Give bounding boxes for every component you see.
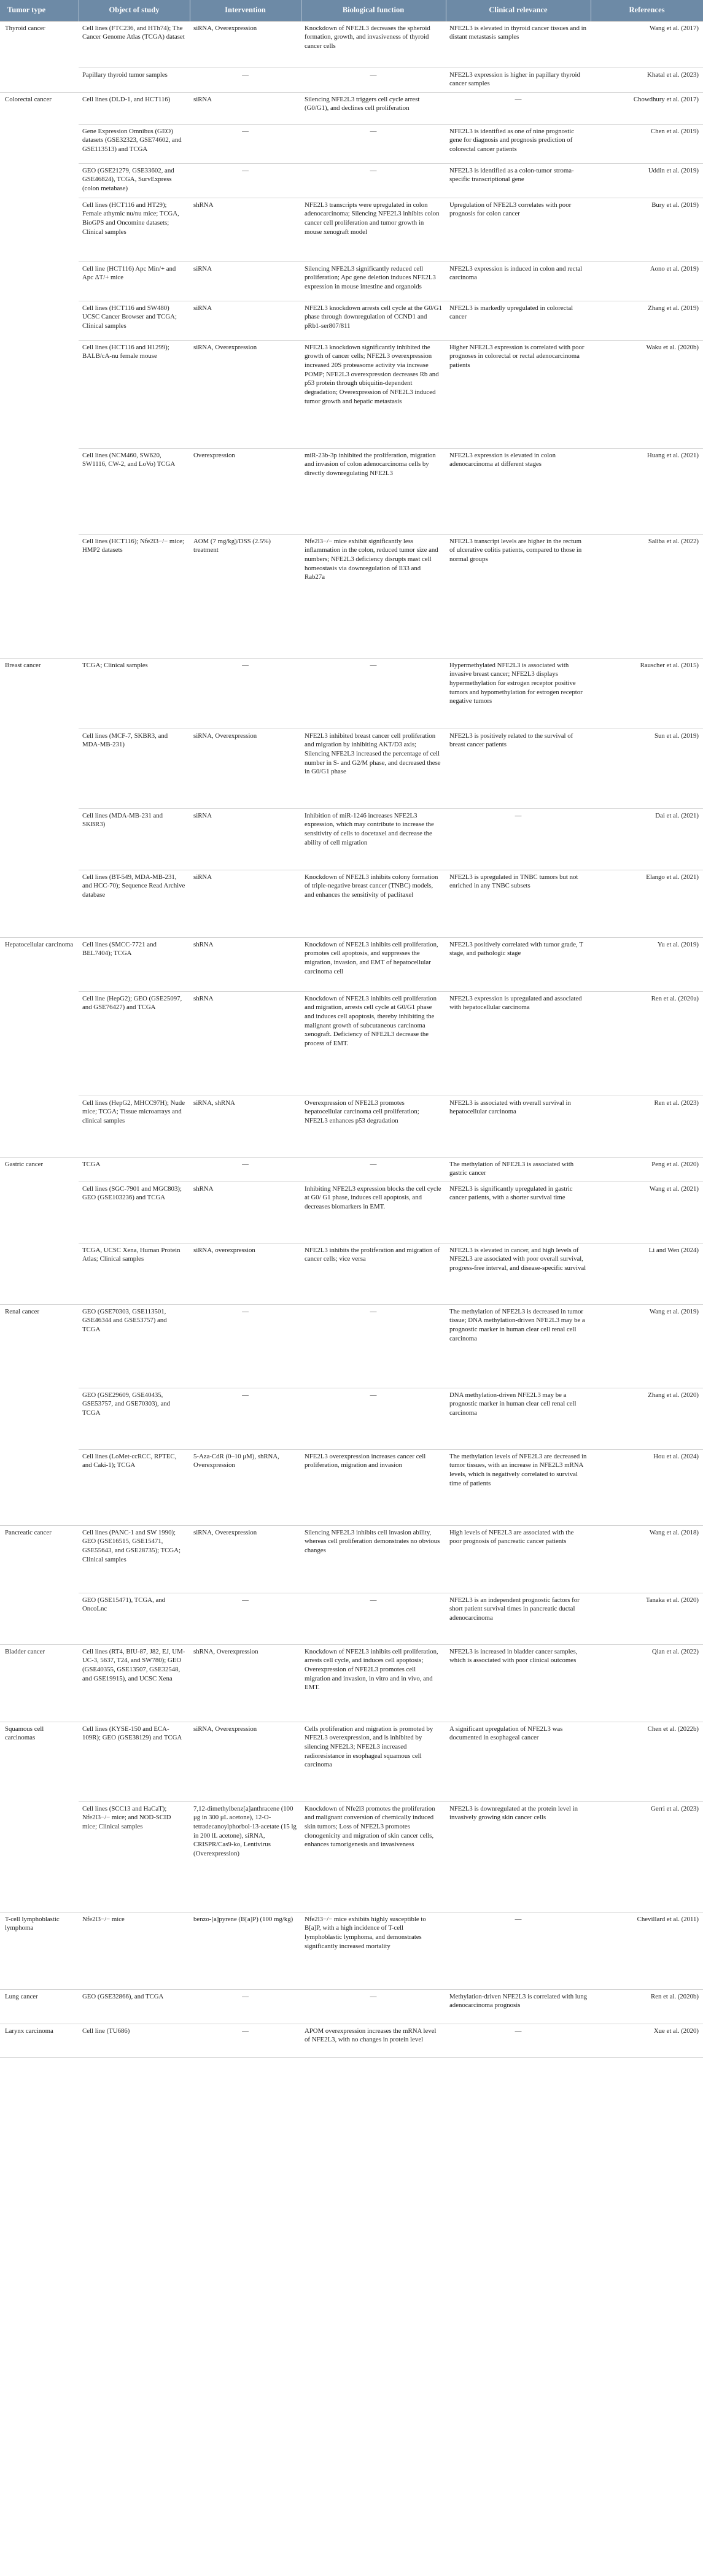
cell-object-of-study: Cell lines (HCT116 and H1299); BALB/cA-nu female mouse — [79, 340, 190, 448]
cell-clinical-relevance: The methylation levels of NFE2L3 are decreased in tumor tissues, with an increase in NFE2L3 mRNA levels, which is negatively correlated to survival time of patients — [446, 1449, 591, 1525]
cell-reference: Gerri et al. (2023) — [591, 1801, 703, 1912]
cell-clinical-relevance: NFE2L3 is elevated in cancer, and high levels of NFE2L3 are associated with poor overall survival, progress-free interval, and disease-specific survival — [446, 1243, 591, 1304]
cell-clinical-relevance: NFE2L3 is an independent prognostic factors for short patient survival times in pancreatic ductal adenocarcinoma — [446, 1593, 591, 1644]
cell-tumor-type: Colorectal cancer — [0, 92, 79, 658]
cell-clinical-relevance: NFE2L3 is upregulated in TNBC tumors but not enriched in any TNBC subsets — [446, 870, 591, 937]
header-references: References — [591, 0, 703, 21]
cell-tumor-type: Squamous cell carcinomas — [0, 1722, 79, 1912]
cell-reference: Rauscher et al. (2015) — [591, 658, 703, 729]
cell-object-of-study: Cell lines (PANC-1 and SW 1990); GEO (GSE16515, GSE15471, GSE55643, and GSE28735); TCGA; Clinical samples — [79, 1525, 190, 1593]
cell-biological-function: Knockdown of NFE2L3 inhibits cell proliferation, promotes cell apoptosis, and suppresses the migration, invasion, and EMT of hepatocellular carcinoma cell — [301, 937, 446, 991]
cell-object-of-study: Cell line (TU686) — [79, 2024, 190, 2057]
cell-intervention: shRNA — [190, 937, 301, 991]
header-tumor-type: Tumor type — [0, 0, 79, 21]
table-row — [0, 1593, 703, 1644]
cell-reference: Waku et al. (2020b) — [591, 340, 703, 448]
cell-clinical-relevance: NFE2L3 is downregulated at the protein level in invasively growing skin cancer cells — [446, 1801, 591, 1912]
cell-clinical-relevance: The methylation of NFE2L3 is associated with gastric cancer — [446, 1157, 591, 1182]
cell-intervention: — — [190, 68, 301, 92]
cell-reference: Tanaka et al. (2020) — [591, 1593, 703, 1644]
table-row — [0, 1388, 703, 1449]
cell-intervention: siRNA — [190, 808, 301, 870]
cell-reference: Qian et al. (2022) — [591, 1644, 703, 1722]
cell-reference: Wang et al. (2018) — [591, 1525, 703, 1593]
cell-reference: Khatal et al. (2023) — [591, 68, 703, 92]
cell-biological-function: Nfe2l3−/− mice exhibits highly susceptible to B[a]P, with a high incidence of T-cell lymphoblastic lymphoma, and demonstrates significantly increased mortality — [301, 1912, 446, 1989]
cell-object-of-study: Cell lines (KYSE-150 and ECA-109R); GEO (GSE38129) and TCGA — [79, 1722, 190, 1801]
cell-clinical-relevance: NFE2L3 expression is elevated in colon adenocarcinoma at different stages — [446, 448, 591, 534]
table-row — [0, 340, 703, 448]
cell-tumor-type: Renal cancer — [0, 1304, 79, 1525]
cell-biological-function: — — [301, 68, 446, 92]
cell-biological-function: Overexpression of NFE2L3 promotes hepatocellular carcinoma cell proliferation; NFE2L3 enhances p53 degradation — [301, 1096, 446, 1157]
cell-intervention: 7,12-dimethylbenz[a]anthracene (100 μg in 300 μL acetone), 12-O-tetradecanoylphorbol-13-acetate (15 lg in 200 lL acetone), siRNA, CRISPR/Cas9-ko, Lentivirus (Overexpression) — [190, 1801, 301, 1912]
cell-clinical-relevance: NFE2L3 is associated with overall survival in hepatocellular carcinoma — [446, 1096, 591, 1157]
cell-biological-function: — — [301, 1304, 446, 1388]
cell-intervention: — — [190, 2024, 301, 2057]
cell-intervention: AOM (7 mg/kg)/DSS (2.5%) treatment — [190, 534, 301, 658]
cell-reference: Li and Wen (2024) — [591, 1243, 703, 1304]
cell-object-of-study: Cell lines (RT4, BIU-87, J82, EJ, UM-UC-3, 5637, T24, and SW780); GEO (GSE40355, GSE13507, GSE32548, and GSE19915), and UCSC Xena — [79, 1644, 190, 1722]
cell-object-of-study: Papillary thyroid tumor samples — [79, 68, 190, 92]
cell-intervention: siRNA — [190, 92, 301, 124]
cell-biological-function: Knockdown of NFE2L3 inhibits colony formation of triple-negative breast cancer (TNBC) models, and enhances the sensitivity of paclitaxel — [301, 870, 446, 937]
cell-object-of-study: Cell lines (SCC13 and HaCaT); Nfe2l3−/− mice; and NOD-SCID mice; Clinical samples — [79, 1801, 190, 1912]
cell-tumor-type: Pancreatic cancer — [0, 1525, 79, 1644]
cell-intervention: siRNA, Overexpression — [190, 21, 301, 68]
cell-biological-function: NFE2L3 knockdown arrests cell cycle at the G0/G1 phase through downregulation of CCND1 and pRb1-ser807/811 — [301, 301, 446, 340]
cell-object-of-study: TCGA, UCSC Xena, Human Protein Atlas; Clinical samples — [79, 1243, 190, 1304]
cell-clinical-relevance: NFE2L3 positively correlated with tumor grade, T stage, and pathologic stage — [446, 937, 591, 991]
cell-biological-function: Knockdown of Nfe2l3 promotes the proliferation and malignant conversion of chemically induced skin tumors; Loss of NFE2L3 promotes clonogenicity and migration of skin cancer cells, enhances tumorigenesis and invasiveness — [301, 1801, 446, 1912]
table-row — [0, 92, 703, 124]
cell-clinical-relevance: — — [446, 808, 591, 870]
table-header — [0, 0, 703, 21]
cell-clinical-relevance: NFE2L3 is identified as a colon-tumor stroma-specific transcriptional gene — [446, 163, 591, 198]
cell-object-of-study: Cell lines (HCT116); Nfe2l3−/− mice; HMP2 datasets — [79, 534, 190, 658]
cell-object-of-study: Cell lines (NCM460, SW620, SW1116, CW-2, and LoVo) TCGA — [79, 448, 190, 534]
cell-intervention: — — [190, 1388, 301, 1449]
table-row — [0, 1525, 703, 1593]
cell-intervention: shRNA — [190, 991, 301, 1096]
cell-clinical-relevance: High levels of NFE2L3 are associated with the poor prognosis of pancreatic cancer patients — [446, 1525, 591, 1593]
cell-tumor-type: Breast cancer — [0, 658, 79, 937]
cell-reference: Ren et al. (2023) — [591, 1096, 703, 1157]
cell-object-of-study: GEO (GSE29609, GSE40435, GSE53757, and GSE70303), and TCGA — [79, 1388, 190, 1449]
cell-biological-function: Knockdown of NFE2L3 decreases the spheroid formation, growth, and invasiveness of thyroid cancer cells — [301, 21, 446, 68]
cell-biological-function: Cells proliferation and migration is promoted by NFE2L3 overexpression, and is inhibited by silencing NFE2L3; NFE2L3 increased radioresistance in esophageal squamous cell carcinoma — [301, 1722, 446, 1801]
table-row — [0, 1096, 703, 1157]
cell-intervention: — — [190, 124, 301, 163]
cell-intervention: shRNA, Overexpression — [190, 1644, 301, 1722]
cell-tumor-type: Gastric cancer — [0, 1157, 79, 1304]
table-row — [0, 261, 703, 301]
cell-object-of-study: Cell lines (HCT116 and HT29); Female athymic nu/nu mice; TCGA, BioGPS and Oncomine datasets; Clinical samples — [79, 198, 190, 261]
cell-intervention: benzo-[a]pyrene (B[a]P) (100 mg/kg) — [190, 1912, 301, 1989]
cell-clinical-relevance: NFE2L3 is significantly upregulated in gastric cancer patients, with a shorter survival time — [446, 1182, 591, 1243]
cell-object-of-study: Cell lines (FTC236, and HTh74); The Cancer Genome Atlas (TCGA) dataset — [79, 21, 190, 68]
cell-object-of-study: GEO (GSE70303, GSE113501, GSE46344 and GSE53757) and TCGA — [79, 1304, 190, 1388]
table-row — [0, 301, 703, 340]
cell-reference: Wang et al. (2021) — [591, 1182, 703, 1243]
cell-clinical-relevance: Higher NFE2L3 expression is correlated with poor prognoses in colorectal or rectal adenocarcinoma patients — [446, 340, 591, 448]
cell-object-of-study: GEO (GSE32866), and TCGA — [79, 1989, 190, 2024]
cell-reference: Huang et al. (2021) — [591, 448, 703, 534]
cell-biological-function: Knockdown of NFE2L3 inhibits cell proliferation, arrests cell cycle, and induces cell apoptosis; Overexpression of NFE2L3 promotes cell migration and invasion, in vitro and in vivo, and EMT. — [301, 1644, 446, 1722]
cell-object-of-study: Cell lines (SMCC-7721 and BEL7404); TCGA — [79, 937, 190, 991]
cell-object-of-study: Cell lines (HCT116 and SW480) UCSC Cancer Browser and TCGA; Clinical samples — [79, 301, 190, 340]
cell-reference: Zhang et al. (2020) — [591, 1388, 703, 1449]
cell-intervention: siRNA, Overexpression — [190, 1525, 301, 1593]
cell-intervention: siRNA, Overexpression — [190, 1722, 301, 1801]
cell-biological-function: — — [301, 658, 446, 729]
cell-biological-function: Silencing NFE2L3 triggers cell cycle arrest (G0/G1), and declines cell proliferation — [301, 92, 446, 124]
cell-intervention: — — [190, 658, 301, 729]
cell-reference: Ren et al. (2020b) — [591, 1989, 703, 2024]
cell-tumor-type: T-cell lymphoblastic lymphoma — [0, 1912, 79, 1989]
table-row — [0, 870, 703, 937]
cell-clinical-relevance: — — [446, 2024, 591, 2057]
cell-clinical-relevance: NFE2L3 is elevated in thyroid cancer tissues and in distant metastasis samples — [446, 21, 591, 68]
table-row — [0, 1912, 703, 1989]
table-body — [0, 21, 703, 2057]
cell-biological-function: NFE2L3 transcripts were upregulated in colon adenocarcinoma; Silencing NFE2L3 inhibits colon cancer cell proliferation and tumor growth in mouse xenograft model — [301, 198, 446, 261]
cell-biological-function: — — [301, 1989, 446, 2024]
cell-clinical-relevance: NFE2L3 is identified as one of nine prognostic gene for diagnosis and prognosis prediction of colorectal cancer patients — [446, 124, 591, 163]
cell-intervention: — — [190, 1304, 301, 1388]
cell-tumor-type: Lung cancer — [0, 1989, 79, 2024]
cell-clinical-relevance: NFE2L3 is positively related to the survival of breast cancer patients — [446, 729, 591, 808]
table-row — [0, 658, 703, 729]
cell-biological-function: Silencing NFE2L3 significantly reduced cell proliferation; Apc gene deletion induces NFE2L3 expression in mouse intestine and organoids — [301, 261, 446, 301]
header-intervention: Intervention — [190, 0, 301, 21]
cell-intervention: siRNA — [190, 301, 301, 340]
cell-reference: Chen et al. (2019) — [591, 124, 703, 163]
cell-clinical-relevance: The methylation of NFE2L3 is decreased in tumor tissue; DNA methylation-driven NFE2L3 may be a prognostic marker in human clear cell renal cell carcinoma — [446, 1304, 591, 1388]
table-row — [0, 1157, 703, 1182]
cell-object-of-study: Cell lines (DLD-1, and HCT116) — [79, 92, 190, 124]
cell-intervention: Overexpression — [190, 448, 301, 534]
cell-reference: Wang et al. (2017) — [591, 21, 703, 68]
cell-biological-function: — — [301, 1593, 446, 1644]
cell-intervention: siRNA, Overexpression — [190, 340, 301, 448]
cell-biological-function: Nfe2l3−/− mice exhibit significantly less inflammation in the colon, reduced tumor size and numbers; NFE2L3 deficiency disrupts mast cell homeostasis via downregulation of Il33 and Rab27a — [301, 534, 446, 658]
table-row — [0, 729, 703, 808]
cell-reference: Wang et al. (2019) — [591, 1304, 703, 1388]
cell-clinical-relevance: — — [446, 1912, 591, 1989]
cell-clinical-relevance: NFE2L3 expression is upregulated and associated with hepatocellular carcinoma — [446, 991, 591, 1096]
table-row — [0, 2024, 703, 2057]
table-row — [0, 808, 703, 870]
cell-clinical-relevance: Methylation-driven NFE2L3 is correlated with lung adenocarcinoma prognosis — [446, 1989, 591, 2024]
cell-intervention: siRNA — [190, 870, 301, 937]
cell-intervention: shRNA — [190, 198, 301, 261]
table-row — [0, 1243, 703, 1304]
cell-intervention: — — [190, 163, 301, 198]
cell-reference: Peng et al. (2020) — [591, 1157, 703, 1182]
cell-biological-function: — — [301, 1157, 446, 1182]
cell-object-of-study: Cell lines (LoMet-ccRCC, RPTEC, and Caki-1); TCGA — [79, 1449, 190, 1525]
cell-biological-function: — — [301, 163, 446, 198]
cell-object-of-study: Gene Expression Omnibus (GEO) datasets (GSE32323, GSE74602, and GSE113513) and TCGA — [79, 124, 190, 163]
cell-reference: Chen et al. (2022b) — [591, 1722, 703, 1801]
cell-reference: Aono et al. (2019) — [591, 261, 703, 301]
cell-biological-function: Inhibition of miR-1246 increases NFE2L3 expression, which may contribute to increase the sensitivity of cells to docetaxel and decrease the ability of cell migration — [301, 808, 446, 870]
cell-clinical-relevance: — — [446, 92, 591, 124]
cell-intervention: siRNA, shRNA — [190, 1096, 301, 1157]
cell-reference: Xue et al. (2020) — [591, 2024, 703, 2057]
cell-intervention: 5-Aza-CdR (0–10 μM), shRNA, Overexpression — [190, 1449, 301, 1525]
cell-biological-function: Knockdown of NFE2L3 inhibits cell proliferation and migration, arrests cell cycle at G0/G1 phase and induces cell apoptosis, thereby inhibiting the malignant growth of subcutaneous carcinoma xenograft. Deficiency of NFE2L3 decrease the process of EMT. — [301, 991, 446, 1096]
cell-biological-function: APOM overexpression increases the mRNA level of NFE2L3, with no changes in protein level — [301, 2024, 446, 2057]
cell-tumor-type: Larynx carcinoma — [0, 2024, 79, 2057]
table-row — [0, 1644, 703, 1722]
table-row — [0, 124, 703, 163]
cell-tumor-type: Bladder cancer — [0, 1644, 79, 1722]
header-object-of-study: Object of study — [79, 0, 190, 21]
cell-reference: Chevillard et al. (2011) — [591, 1912, 703, 1989]
cell-clinical-relevance: NFE2L3 transcript levels are higher in the rectum of ulcerative colitis patients, compared to those in normal groups — [446, 534, 591, 658]
cell-object-of-study: GEO (GSE21279, GSE33602, and GSE46824), TCGA, SurvExpress (colon metabase) — [79, 163, 190, 198]
table-row — [0, 68, 703, 92]
table-row — [0, 991, 703, 1096]
table-row — [0, 1989, 703, 2024]
cell-biological-function: NFE2L3 knockdown significantly inhibited the growth of cancer cells; NFE2L3 overexpression increased 20S proteasome activity via increase POMP; NFE2L3 overexpression decreases Rb and p53 protein through ubiquitin-dependent degradation; Overexpression of NFE2L3 induced tumor growth and hepatic metastasis — [301, 340, 446, 448]
cell-clinical-relevance: DNA methylation-driven NFE2L3 may be a prognostic marker in human clear cell renal cell carcinoma — [446, 1388, 591, 1449]
cell-biological-function: NFE2L3 overexpression increases cancer cell proliferation, migration and invasion — [301, 1449, 446, 1525]
cell-reference: Elango et al. (2021) — [591, 870, 703, 937]
cell-clinical-relevance: Upregulation of NFE2L3 correlates with poor prognosis for colon cancer — [446, 198, 591, 261]
table-row — [0, 1449, 703, 1525]
cell-object-of-study: Cell lines (SGC-7901 and MGC803); GEO (GSE103236) and TCGA — [79, 1182, 190, 1243]
cell-biological-function: miR-23b-3p inhibited the proliferation, migration and invasion of colon adenocarcinoma cells by directly downregulating NFE2L3 — [301, 448, 446, 534]
cell-reference: Ren et al. (2020a) — [591, 991, 703, 1096]
cell-reference: Uddin et al. (2019) — [591, 163, 703, 198]
cell-biological-function: — — [301, 1388, 446, 1449]
cell-clinical-relevance: NFE2L3 is increased in bladder cancer samples, which is associated with poor clinical outcomes — [446, 1644, 591, 1722]
cell-clinical-relevance: NFE2L3 expression is higher in papillary thyroid cancer samples — [446, 68, 591, 92]
cell-object-of-study: Cell line (HepG2); GEO (GSE25097, and GSE76427) and TCGA — [79, 991, 190, 1096]
cell-intervention: siRNA — [190, 261, 301, 301]
table-row — [0, 163, 703, 198]
cell-intervention: — — [190, 1593, 301, 1644]
cell-object-of-study: GEO (GSE15471), TCGA, and OncoLnc — [79, 1593, 190, 1644]
cell-reference: Bury et al. (2019) — [591, 198, 703, 261]
cell-intervention: — — [190, 1157, 301, 1182]
cell-object-of-study: TCGA — [79, 1157, 190, 1182]
cell-reference: Hou et al. (2024) — [591, 1449, 703, 1525]
cell-clinical-relevance: A significant upregulation of NFE2L3 was documented in esophageal cancer — [446, 1722, 591, 1801]
table-row — [0, 1722, 703, 1801]
cell-object-of-study: Cell line (HCT116) Apc Min/+ and Apc ΔT/+ mice — [79, 261, 190, 301]
table-row — [0, 1801, 703, 1912]
cell-reference: Saliba et al. (2022) — [591, 534, 703, 658]
cell-object-of-study: Cell lines (HepG2, MHCC97H); Nude mice; TCGA; Tissue microarrays and clinical samples — [79, 1096, 190, 1157]
table-row — [0, 1304, 703, 1388]
table-row — [0, 198, 703, 261]
cell-intervention: siRNA, overexpression — [190, 1243, 301, 1304]
cell-object-of-study: TCGA; Clinical samples — [79, 658, 190, 729]
cell-clinical-relevance: Hypermethylated NFE2L3 is associated with invasive breast cancer; NFE2L3 displays hypermethylation for estrogen receptor positive tumors and hypomethylation for estrogen receptor negative tumors — [446, 658, 591, 729]
cell-biological-function: Silencing NFE2L3 inhibits cell invasion ability, whereas cell proliferation demonstrates no obvious changes — [301, 1525, 446, 1593]
cell-clinical-relevance: NFE2L3 is markedly upregulated in colorectal cancer — [446, 301, 591, 340]
cell-biological-function: NFE2L3 inhibits the proliferation and migration of cancer cells; vice versa — [301, 1243, 446, 1304]
header-biological-function: Biological function — [301, 0, 446, 21]
cell-reference: Chowdhury et al. (2017) — [591, 92, 703, 124]
cell-reference: Sun et al. (2019) — [591, 729, 703, 808]
table-row — [0, 534, 703, 658]
cell-object-of-study: Nfe2l3−/− mice — [79, 1912, 190, 1989]
table-row — [0, 21, 703, 68]
cell-tumor-type: Thyroid cancer — [0, 21, 79, 92]
table-row — [0, 1182, 703, 1243]
cell-object-of-study: Cell lines (MCF-7, SKBR3, and MDA-MB-231) — [79, 729, 190, 808]
cell-reference: Zhang et al. (2019) — [591, 301, 703, 340]
cell-intervention: shRNA — [190, 1182, 301, 1243]
table-row — [0, 448, 703, 534]
cell-clinical-relevance: NFE2L3 expression is induced in colon and rectal carcinoma — [446, 261, 591, 301]
cell-biological-function: NFE2L3 inhibited breast cancer cell proliferation and migration by inhibiting AKT/D3 axis; Silencing NFE2L3 increased the percentage of cell number in S- and G2/M phase, and decreased these in G0/G1 phase — [301, 729, 446, 808]
cell-reference: Yu et al. (2019) — [591, 937, 703, 991]
cell-biological-function: — — [301, 124, 446, 163]
header-clinical-relevance: Clinical relevance — [446, 0, 591, 21]
cell-object-of-study: Cell lines (MDA-MB-231 and SKBR3) — [79, 808, 190, 870]
cell-object-of-study: Cell lines (BT-549, MDA-MB-231, and HCC-70); Sequence Read Archive database — [79, 870, 190, 937]
cell-intervention: — — [190, 1989, 301, 2024]
cell-intervention: siRNA, Overexpression — [190, 729, 301, 808]
cell-reference: Dai et al. (2021) — [591, 808, 703, 870]
cell-tumor-type: Hepatocellular carcinoma — [0, 937, 79, 1157]
cell-biological-function: Inhibiting NFE2L3 expression blocks the cell cycle at G0/ G1 phase, induces cell apoptosis, and decreases biomarkers in EMT. — [301, 1182, 446, 1243]
table-row — [0, 937, 703, 991]
